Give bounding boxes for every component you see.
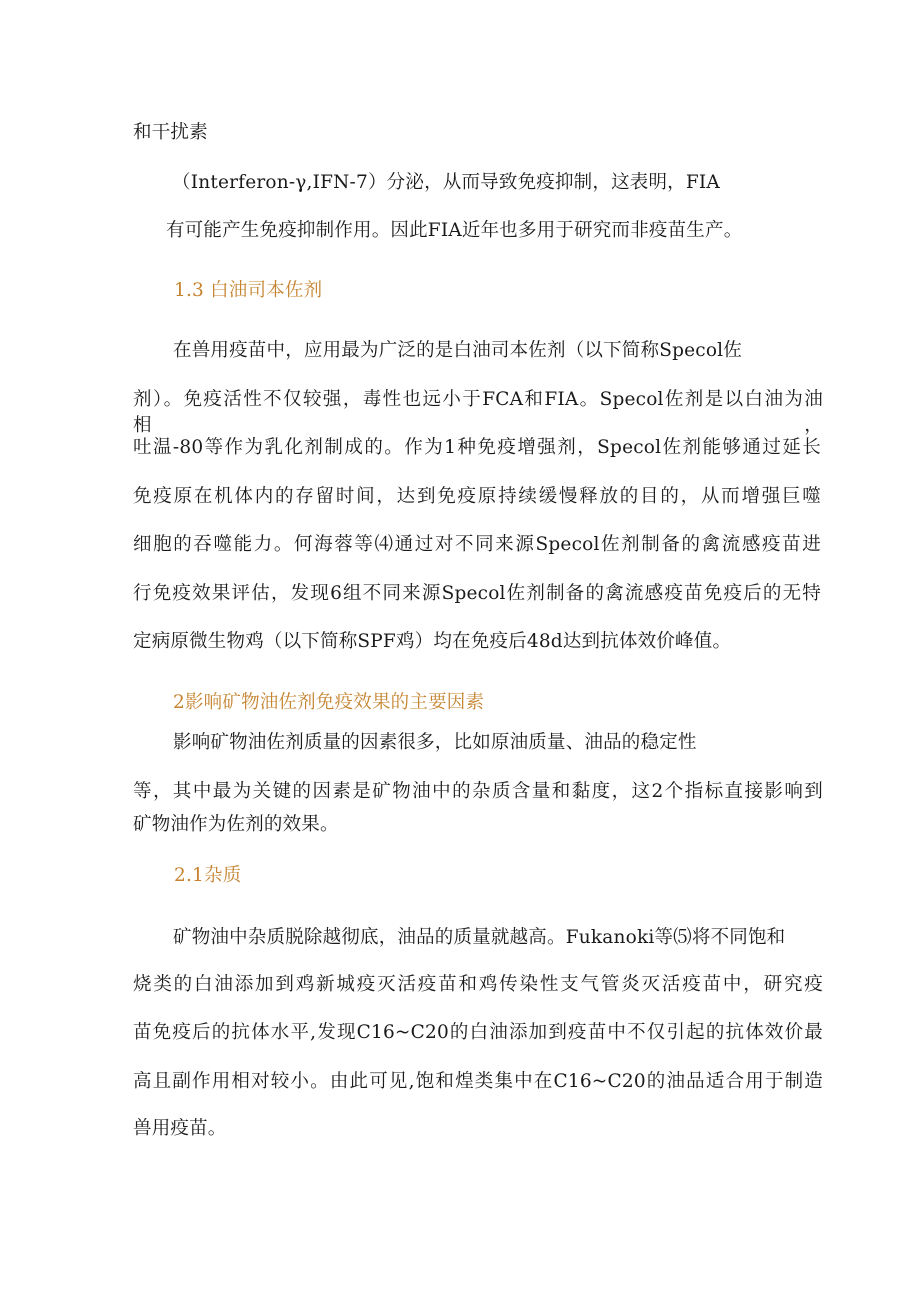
paragraph-line: 矿物油中杂质脱除越彻底，油品的质量就越高。Fukanoki等⑸将不同饱和 xyxy=(173,927,786,948)
section-heading: 1.3 白油司本佐剂 xyxy=(174,280,323,301)
section-heading: 2影响矿物油佐剂免疫效果的主要因素 xyxy=(173,692,485,713)
paragraph-line: 影响矿物油佐剂质量的因素很多，比如原油质量、油品的稳定性 xyxy=(173,732,697,753)
paragraph-line: 高且副作用相对较小。由此可见,饱和煌类集中在C16~C20的油品适合用于制造 xyxy=(133,1071,823,1092)
text-line: 有可能产生免疫抑制作用。因此FIA近年也多用于研究而非疫苗生产。 xyxy=(166,220,743,241)
paragraph-line: 免疫原在机体内的存留时间，达到免疫原持续缓慢释放的目的，从而增强巨噬 xyxy=(133,486,821,507)
paragraph-line: 吐温-80等作为乳化剂制成的。作为1种免疫增强剂，Specol佐剂能够通过延长 xyxy=(133,437,821,458)
section-heading: 2.1杂质 xyxy=(174,865,242,886)
paragraph-line: 矿物油作为佐剂的效果。 xyxy=(133,814,339,835)
paragraph-line: 剂）。免疫活性不仅较强，毒性也远小于FCA和FIA。Specol佐剂是以白油为油相， xyxy=(133,389,823,436)
paragraph-line: 细胞的吞噬能力。何海蓉等⑷通过对不同来源Specol佐剂制备的禽流感疫苗进 xyxy=(133,534,821,555)
paragraph-line: 等，其中最为关键的因素是矿物油中的杂质含量和黏度，这2个指标直接影响到 xyxy=(133,781,823,802)
paragraph-line: 行免疫效果评估，发现6组不同来源Specol佐剂制备的禽流感疫苗免疫后的无特 xyxy=(133,583,821,604)
text-line: 和干扰素 xyxy=(133,122,208,143)
paragraph-line: 苗免疫后的抗体水平,发现C16~C20的白油添加到疫苗中不仅引起的抗体效价最 xyxy=(133,1022,823,1043)
paragraph-line: 定病原微生物鸡（以下简称SPF鸡）均在免疫后48d达到抗体效价峰值。 xyxy=(133,631,732,652)
paragraph-line: 兽用疫苗。 xyxy=(133,1118,227,1139)
paragraph-line: 在兽用疫苗中，应用最为广泛的是白油司本佐剂（以下简称Specol佐 xyxy=(173,340,742,361)
paragraph-line: 烧类的白油添加到鸡新城疫灭活疫苗和鸡传染性支气管炎灭活疫苗中，研究疫 xyxy=(133,974,823,995)
text-line: （Interferon-γ,IFN-7）分泌，从而导致免疫抑制，这表明，FIA xyxy=(172,172,720,193)
